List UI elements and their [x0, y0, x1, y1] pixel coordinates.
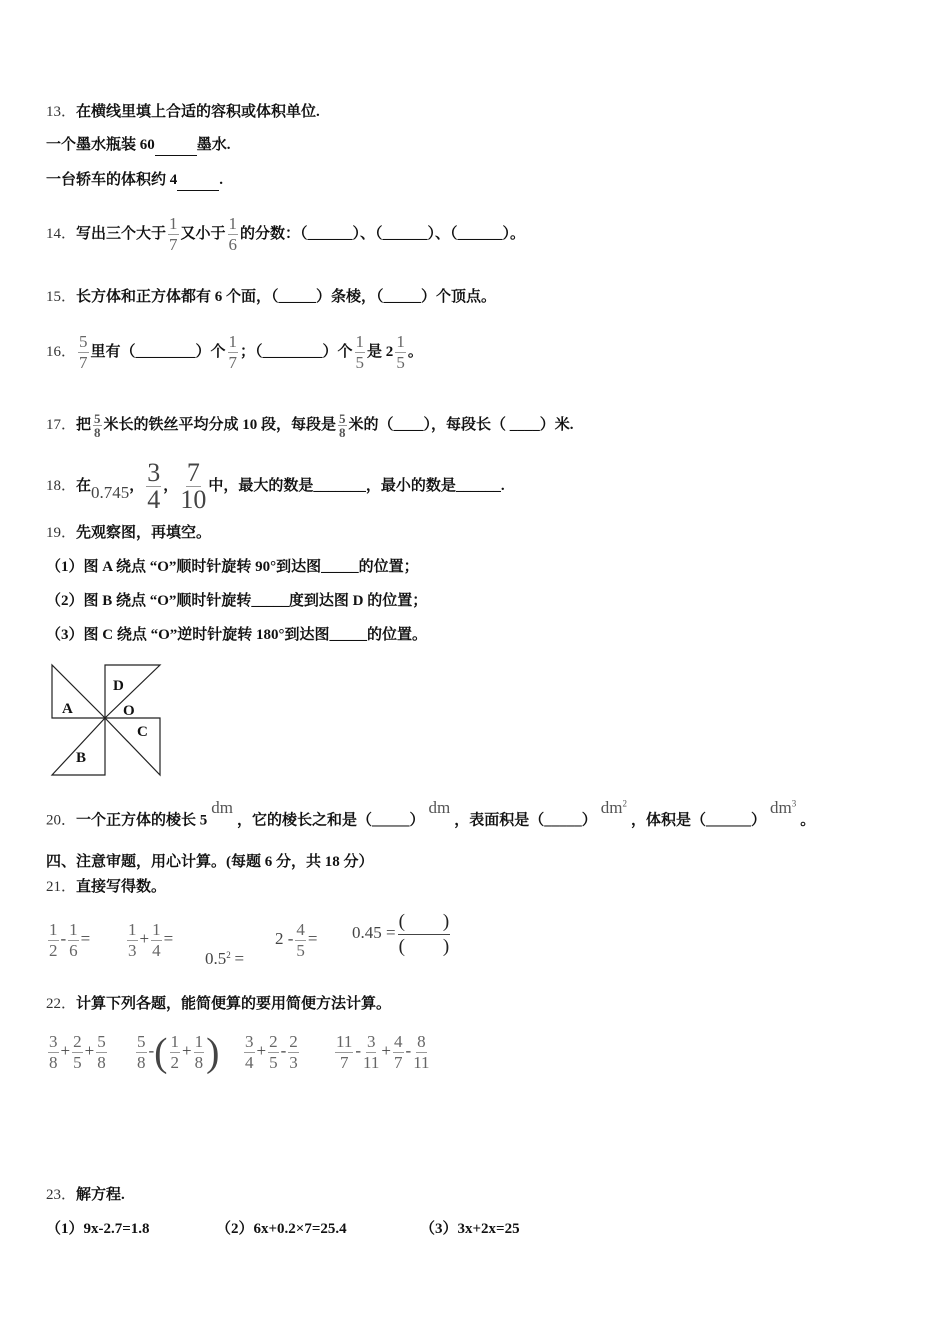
- math-term: 4: [245, 1053, 254, 1072]
- triangle-c: [105, 718, 160, 775]
- math-term: 14．: [46, 225, 77, 242]
- math-term: 11: [336, 1032, 353, 1051]
- triangle-b: [52, 718, 105, 775]
- q22-expr-2: $\frac{5}{8}$ -( $\frac{1}{2}$ + $\frac{1}{8}$ ): [137, 1029, 220, 1075]
- math-term: 8: [417, 1032, 426, 1051]
- math-term: 17．: [46, 416, 77, 433]
- q21-expr-4: [275, 920, 318, 961]
- answer-blank[interactable]: [177, 170, 219, 191]
- fraction: [363, 1032, 379, 1073]
- math-term: 6: [69, 941, 78, 960]
- math-term: 5: [396, 353, 405, 372]
- math-term: 6: [228, 235, 238, 254]
- math-term: 10: [180, 485, 207, 514]
- q13-title: [46, 102, 320, 122]
- math-term: 米长的铁丝平均分成 10 段，每段是: [103, 416, 337, 433]
- math-term: dm: [600, 797, 623, 817]
- math-term: 一个正方体的棱长 5: [76, 812, 208, 829]
- math-term: 1: [152, 920, 161, 939]
- math-term: 2: [226, 950, 231, 960]
- q19-item: （2）图 B 绕点 “O”顺时针旋转_____度到达图 D 的位置；: [46, 593, 428, 609]
- math-term: 计算下列各题，能简便算的要用简便方法计算。: [76, 996, 392, 1012]
- q19-title: [46, 523, 211, 543]
- math-term: 4: [394, 1032, 403, 1051]
- math-term: ，表面积是（_____）: [454, 812, 597, 829]
- math-term: 0.745: [91, 482, 130, 502]
- fraction: [395, 332, 406, 373]
- fraction: [170, 1032, 181, 1073]
- math-term: 的分数：（______）、（______）、（______）。: [240, 225, 526, 242]
- math-term: 16．: [46, 343, 77, 360]
- fraction: [168, 214, 179, 255]
- q23-equation: （2）6x+0.2×7=25.4: [216, 1221, 347, 1237]
- math-term: 5: [94, 411, 101, 426]
- math-term: +: [84, 1040, 95, 1060]
- q21-expr-1: [46, 920, 90, 961]
- math-term: 18．: [46, 477, 77, 494]
- math-term: -: [355, 1040, 362, 1060]
- math-term: 8: [94, 425, 101, 440]
- math-term: 7: [339, 1053, 349, 1072]
- label-o: O: [123, 703, 135, 719]
- fraction: [288, 1032, 299, 1073]
- q22-title: [46, 994, 391, 1014]
- fraction: [413, 1032, 429, 1073]
- math-term: 5: [355, 353, 365, 372]
- math-term: 。: [407, 343, 423, 360]
- math-term: =: [163, 928, 174, 948]
- math-term: =: [234, 949, 245, 968]
- math-term: 8: [97, 1053, 106, 1072]
- fraction: [78, 332, 89, 373]
- math-term: 3: [49, 1032, 58, 1051]
- fraction: [194, 1032, 205, 1073]
- math-term: 是 2: [367, 343, 394, 360]
- math-term: 19．: [46, 525, 77, 541]
- math-term: 15．: [46, 289, 77, 305]
- q23-equation: （1）9x-2.7=1.8: [46, 1221, 150, 1237]
- math-term: 8: [49, 1053, 58, 1072]
- math-term: -: [60, 928, 67, 948]
- math-term: 1: [128, 920, 137, 939]
- math-term: 11: [363, 1053, 380, 1072]
- math-term: 21．: [46, 879, 77, 895]
- q20: [46, 797, 816, 831]
- q21-expr-2: [125, 920, 173, 961]
- math-term: 1: [396, 332, 405, 351]
- math-term: ( ): [398, 936, 450, 957]
- math-term: 米的（____），每段长（ ____）米.: [348, 416, 574, 433]
- answer-blank[interactable]: [155, 135, 197, 156]
- math-term: 2: [622, 798, 628, 808]
- math-term: dm: [770, 797, 792, 817]
- math-term: 在: [76, 477, 92, 494]
- math-term: 8: [194, 1053, 204, 1072]
- math-term: -: [405, 1040, 412, 1060]
- math-term: 5: [97, 1032, 106, 1051]
- math-term: ，体积是（______）: [631, 812, 767, 829]
- math-term: 2: [49, 941, 58, 960]
- math-term: 1: [194, 1032, 204, 1051]
- math-term: 0.45 =: [352, 922, 396, 942]
- math-term: 。: [800, 812, 816, 829]
- math-term: +: [139, 928, 150, 948]
- math-term: -: [148, 1040, 155, 1060]
- fraction: [151, 920, 162, 961]
- math-term: 7: [228, 353, 238, 372]
- math-term: 7: [186, 458, 200, 487]
- math-term: 2 -: [275, 928, 294, 948]
- math-term: 2: [289, 1032, 298, 1051]
- math-term: 1: [355, 332, 365, 351]
- math-term: +: [256, 1040, 267, 1060]
- q22-expr-3: [242, 1032, 301, 1073]
- math-term: 4: [152, 941, 161, 960]
- math-term: =: [80, 928, 91, 948]
- math-term: 1: [169, 214, 178, 233]
- math-term: 又小于: [180, 225, 226, 242]
- pinwheel-figure: [40, 655, 170, 785]
- math-term: +: [182, 1040, 192, 1060]
- fraction: [228, 332, 239, 373]
- math-term: -: [280, 1040, 287, 1060]
- q16: [46, 332, 423, 373]
- math-term: 1: [49, 920, 58, 939]
- math-term: 23．: [46, 1187, 77, 1203]
- math-term: .: [219, 172, 224, 188]
- math-term: 长方体和正方体都有 6 个面，（_____）条棱，（_____）个顶点。: [76, 289, 497, 305]
- fraction: [127, 920, 138, 961]
- math-term: 22．: [46, 996, 77, 1012]
- math-term: 7: [79, 353, 88, 372]
- math-term: 3: [366, 1032, 376, 1051]
- fraction: [295, 920, 306, 961]
- q13-line2: [46, 170, 223, 191]
- q21-title: [46, 877, 166, 897]
- fraction: [48, 1032, 59, 1073]
- math-term: 8: [137, 1053, 146, 1072]
- math-term: 一个墨水瓶装 60: [46, 137, 155, 153]
- math-term: 3: [289, 1053, 298, 1072]
- math-term: ；（________）个: [240, 343, 353, 360]
- q22-expr-1: [46, 1032, 109, 1073]
- math-term: +: [381, 1040, 392, 1060]
- math-term: 1: [69, 920, 78, 939]
- math-term: 2: [170, 1053, 179, 1072]
- math-term: 5: [79, 332, 88, 351]
- math-term: +: [60, 1040, 71, 1060]
- math-term: 5: [137, 1032, 146, 1051]
- math-term: 在横线里填上合适的容积或体积单位.: [76, 104, 320, 120]
- math-term: 先观察图，再填空。: [76, 525, 212, 541]
- fraction: [48, 920, 59, 961]
- fraction: [146, 460, 161, 513]
- label-a: A: [62, 701, 73, 717]
- math-term: 解方程.: [76, 1187, 125, 1203]
- label-c: C: [137, 724, 148, 740]
- math-term: 4: [147, 485, 161, 514]
- fraction: [96, 1032, 107, 1073]
- math-term: 7: [394, 1053, 403, 1072]
- math-term: 20．: [46, 812, 77, 829]
- math-term: ，: [163, 477, 179, 494]
- fraction: [338, 412, 347, 439]
- q19-item: （1）图 A 绕点 “O”顺时针旋转 90°到达图_____的位置；: [46, 559, 419, 575]
- label-d: D: [113, 678, 124, 694]
- q14: [46, 214, 525, 255]
- math-term: 3: [128, 941, 137, 960]
- math-term: 3: [791, 798, 797, 808]
- fraction: [335, 1032, 353, 1073]
- label-b: B: [76, 750, 87, 766]
- math-term: 1: [170, 1032, 179, 1051]
- math-term: dm: [211, 797, 234, 817]
- math-term: 5: [73, 1053, 82, 1072]
- fraction: [93, 412, 102, 439]
- math-term: 写出三个大于: [76, 225, 167, 242]
- q15: [46, 287, 496, 307]
- math-term: 中，最大的数是_______，最小的数是______.: [208, 477, 505, 494]
- math-term: 5: [339, 411, 346, 426]
- fraction: [72, 1032, 83, 1073]
- math-term: 7: [169, 235, 178, 254]
- triangle-a: [52, 665, 105, 718]
- math-term: ，它的棱长之和是（_____）: [237, 812, 425, 829]
- math-term: 把: [76, 416, 92, 433]
- math-term: 里有（________）个: [90, 343, 226, 360]
- math-term: 3: [147, 458, 161, 487]
- math-term: 0.5: [205, 949, 227, 968]
- fraction: [244, 1032, 255, 1073]
- math-term: 3: [245, 1032, 254, 1051]
- math-term: 一台轿车的体积约 4: [46, 172, 178, 188]
- section-heading: 四、注意审题，用心计算。(每题 6 分，共 18 分）: [46, 854, 374, 870]
- fraction: [228, 214, 239, 255]
- math-term: 1: [228, 214, 238, 233]
- fraction[interactable]: [398, 910, 451, 959]
- q21-expr-5: [352, 910, 452, 959]
- math-term: =: [307, 928, 318, 948]
- fraction: [180, 460, 206, 513]
- math-term: 4: [296, 920, 305, 939]
- q23-equation: （3）3x+2x=25: [420, 1221, 520, 1237]
- math-term: 8: [339, 425, 346, 440]
- math-term: 1: [228, 332, 238, 351]
- math-term: 2: [269, 1032, 278, 1051]
- fraction: [268, 1032, 279, 1073]
- q17: [46, 412, 574, 439]
- fraction: [136, 1032, 147, 1073]
- fraction: [393, 1032, 404, 1073]
- q13-line1: [46, 135, 231, 156]
- math-term: ( ): [398, 910, 451, 935]
- math-term: 13．: [46, 104, 77, 120]
- math-term: dm: [428, 797, 451, 817]
- fraction: [68, 920, 79, 961]
- math-term: 2: [73, 1032, 82, 1051]
- math-term: ，: [129, 477, 145, 494]
- q22-expr-4: [333, 1032, 432, 1073]
- math-term: 直接写得数。: [76, 879, 167, 895]
- math-term: 墨水.: [196, 137, 231, 153]
- math-term: 5: [296, 941, 305, 960]
- math-term: 5: [269, 1053, 278, 1072]
- q18: [46, 460, 505, 513]
- q23-title: [46, 1185, 125, 1205]
- fraction: [355, 332, 366, 373]
- q19-item: （3）图 C 绕点 “O”逆时针旋转 180°到达图_____的位置。: [46, 627, 428, 643]
- q21-expr-3: [205, 945, 244, 970]
- math-term: 11: [413, 1053, 430, 1072]
